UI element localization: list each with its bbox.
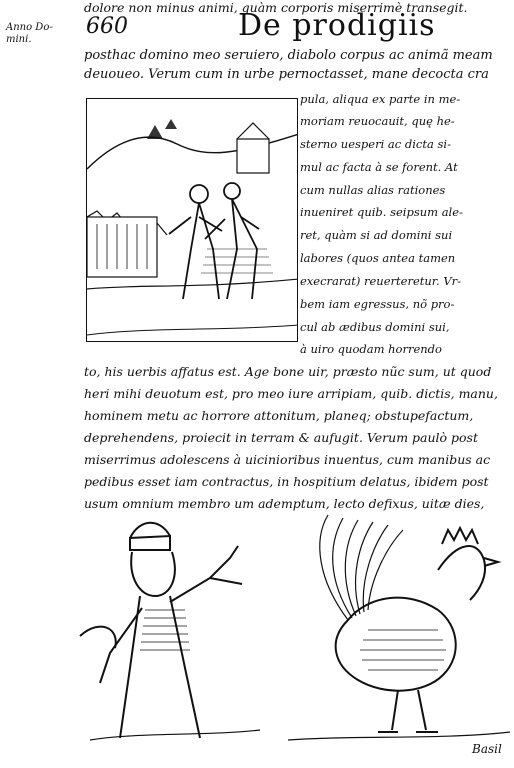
text-line: sterno uesperi ac dicta si- (300, 137, 451, 151)
text-line: to, his uerbis affatus est. Age bone uir, præsto nũc sum, ut quod (84, 364, 492, 379)
text-line: pula, aliqua ex parte in me- (300, 92, 461, 106)
text-line: usum omnium membro um ademptum, lecto defixus, uitæ dies, (84, 496, 485, 511)
margin-note (6, 22, 53, 46)
woodcut-scene-illustration (86, 98, 298, 342)
text-line: deprehendens, proiecit in terram & aufugit. Verum paulò post (84, 430, 478, 445)
page-number: 660 (86, 14, 128, 39)
text-line: à uiro quodam horrendo (300, 342, 442, 356)
text-line: miserrimus adolescens à uicinioribus inuentus, cum manibus ac (84, 452, 491, 467)
text-line: moriam reuocauit, quę he- (300, 114, 455, 128)
running-title: De prodigiis (238, 8, 436, 43)
text-line: hominem metu ac horrore attonitum, planeq; obstupefactum, (84, 408, 474, 423)
text-line: ret, quàm si ad domini sui (300, 228, 453, 242)
text-line: bem iam egressus, nõ pro- (300, 297, 455, 311)
text-line: mul ac facta à se forent. At (300, 160, 458, 174)
margin-note-line-2: mini. (6, 34, 32, 45)
woodcut-scene-icon (87, 99, 298, 342)
woodcut-man-illustration (60, 518, 280, 748)
text-line: labores (quos antea tamen (300, 251, 456, 265)
text-line: heri mihi deuotum est, pro meo iure arripiam, quib. dictis, manu, (84, 386, 498, 401)
text-line: deuoueo. Verum cum in urbe pernoctasset, mane decocta cra (84, 67, 489, 82)
woodcut-rooster-icon (288, 500, 510, 750)
printer-signature: Basil (472, 742, 502, 756)
woodcut-rooster-illustration (288, 500, 510, 750)
margin-note-line-1: Anno Do- (6, 22, 53, 33)
text-line: pedibus esset iam contractus, in hospitium delatus, ibidem post (84, 474, 489, 489)
text-line: posthac domino meo seruiero, diabolo corpus ac animã meam (84, 48, 493, 63)
woodcut-man-icon (60, 518, 280, 748)
text-line: dolore non minus animi, quàm corporis miserrimè transegit. (84, 0, 468, 15)
text-line: cum nullas alias rationes (300, 183, 446, 197)
text-line: execrarat) reuerteretur. Vr- (300, 274, 462, 288)
text-line: cul ab ædibus domini sui, (300, 320, 450, 334)
text-line: inueniret quib. seipsum ale- (300, 205, 463, 219)
